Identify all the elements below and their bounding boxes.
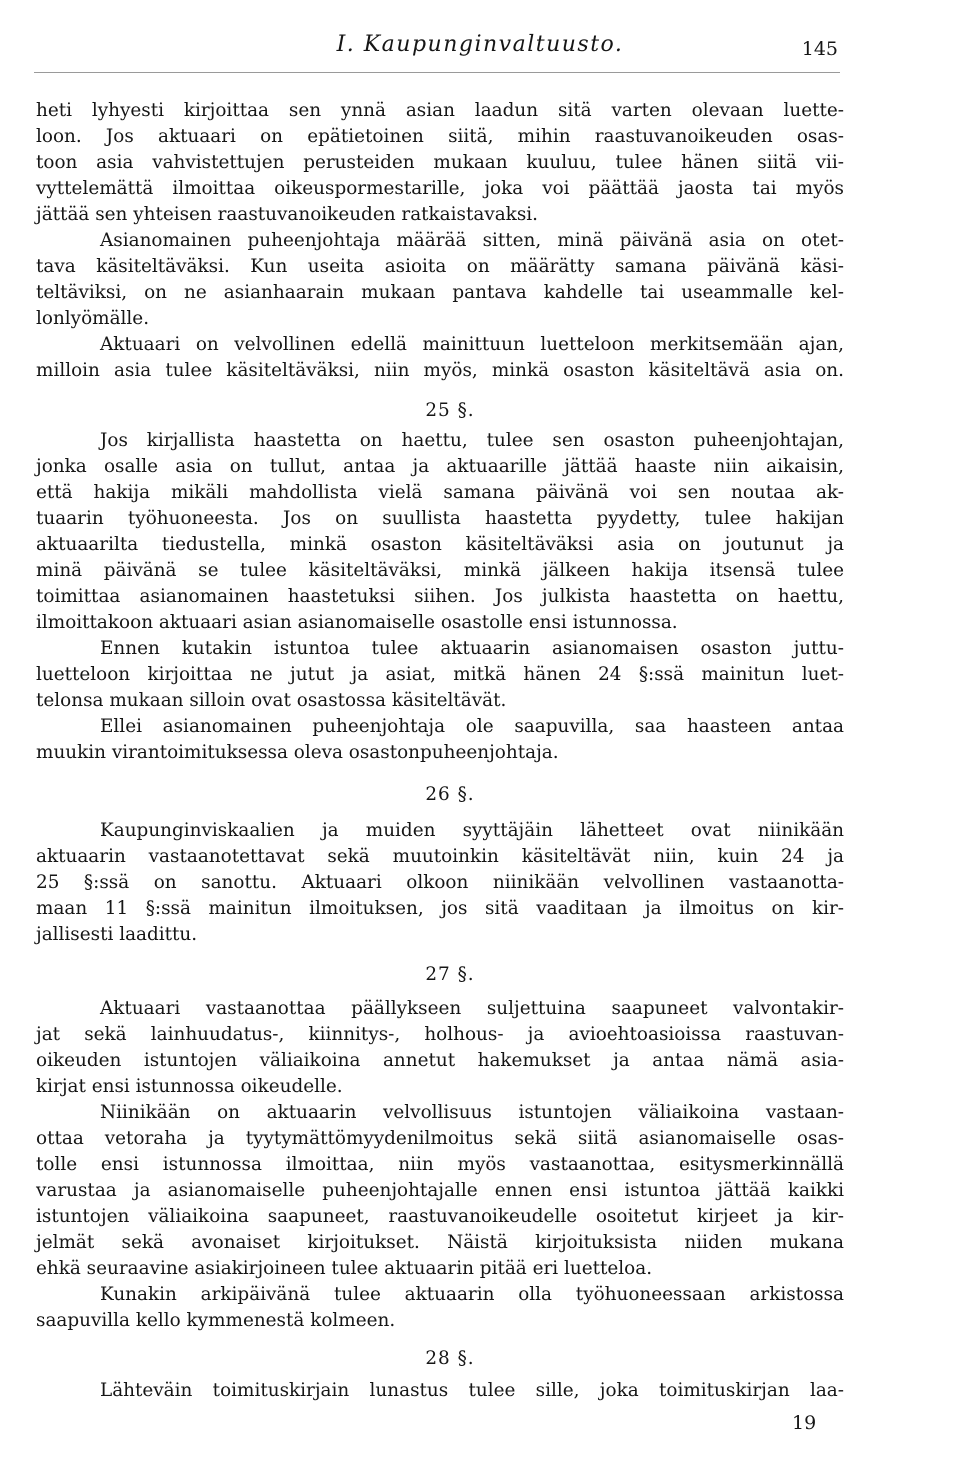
text-line: tuaarin työhuoneesta. Jos on suullista haastetta pyydetty, tulee hakijan [36, 508, 844, 529]
signature-mark: 19 [792, 1412, 817, 1434]
text-line: ilmoittakoon aktuaari asian asianomaiselle osastolle ensi istunnossa. [36, 612, 678, 633]
text-line: Aktuaari vastaanottaa päällykseen suljettuina saapuneet valvontakir- [100, 998, 844, 1019]
text-line: vyttelemättä ilmoittaa oikeuspormestarille, joka voi päättää jaosta tai myös [36, 178, 844, 199]
text-line: Kaupunginviskaalien ja muiden syyttäjäin lähetteet ovat niinikään [100, 820, 844, 841]
text-line: että hakija mikäli mahdollista vielä samana päivänä voi sen noutaa ak- [36, 482, 844, 503]
text-line: maan 11 §:ssä mainitun ilmoituksen, jos sitä vaaditaan ja ilmoitus on kir- [36, 898, 844, 919]
text-line: Aktuaari on velvollinen edellä mainittuun luetteloon merkitsemään ajan, [100, 334, 844, 355]
text-line: Jos kirjallista haastetta on haettu, tulee sen osaston puheenjohtajan, [100, 430, 844, 451]
text-line: minä päivänä se tulee käsiteltäväksi, minkä jälkeen hakija itsensä tulee [36, 560, 844, 581]
text-line: Lähteväin toimituskirjain lunastus tulee sille, joka toimituskirjan laa- [100, 1380, 844, 1401]
text-line: saapuvilla kello kymmenestä kolmeen. [36, 1310, 396, 1331]
text-line: telonsa mukaan silloin ovat osastossa käsiteltävät. [36, 690, 507, 711]
text-line: tava käsiteltäväksi. Kun useita asioita on määrätty samana päivänä käsi- [36, 256, 844, 277]
text-line: Asianomainen puheenjohtaja määrää sitten, minä päivänä asia on otet- [100, 230, 844, 251]
text-line: toon asia vahvistettujen perusteiden mukaan kuuluu, tulee hänen siitä vii- [36, 152, 844, 173]
text-line: ottaa vetoraha ja tyytymättömyydenilmoitus sekä siitä asianomaiselle osas- [36, 1128, 844, 1149]
running-header-title: I. Kaupunginvaltuusto. [336, 32, 624, 57]
text-line: Kunakin arkipäivänä tulee aktuaarin olla työhuoneessaan arkistossa [100, 1284, 844, 1305]
text-line: milloin asia tulee käsiteltäväksi, niin myös, minkä osaston käsiteltävä asia on. [36, 360, 844, 381]
section-heading: 26 §. [425, 784, 475, 805]
text-line: Ellei asianomainen puheenjohtaja ole saapuvilla, saa haasteen antaa [100, 716, 844, 737]
text-line: varustaa ja asianomaiselle puheenjohtajalle ennen ensi istuntoa jättää kaikki [36, 1180, 844, 1201]
text-line: Niinikään on aktuaarin velvollisuus istuntojen väliaikoina vastaan- [100, 1102, 844, 1123]
section-heading: 28 §. [425, 1348, 475, 1369]
page-number: 145 [801, 38, 838, 60]
header-rule [34, 72, 840, 73]
text-line: jat sekä lainhuudatus-, kiinnitys-, holhous- ja avioehtoasioissa raastuvan- [36, 1024, 844, 1045]
text-line: jonka osalle asia on tullut, antaa ja aktuaarille jättää haaste niin aikaisin, [36, 456, 844, 477]
text-line: lonlyömälle. [36, 308, 150, 329]
text-line: kirjat ensi istunnossa oikeudelle. [36, 1076, 343, 1097]
text-line: muukin virantoimituksessa oleva osastonpuheenjohtaja. [36, 742, 559, 763]
text-line: luetteloon kirjoittaa ne jutut ja asiat, mitkä hänen 24 §:ssä mainitun luet- [36, 664, 844, 685]
text-line: aktuaarilta tiedustella, minkä osaston käsiteltäväksi asia on joutunut ja [36, 534, 844, 555]
text-line: oikeuden istuntojen väliaikoina annetut hakemukset ja antaa nämä asia- [36, 1050, 844, 1071]
text-line: 25 §:ssä on sanottu. Aktuaari olkoon niinikään velvollinen vastaanotta- [36, 872, 844, 893]
section-heading: 25 §. [425, 400, 475, 421]
text-line: jelmät sekä avonaiset kirjoitukset. Näistä kirjoituksista niiden mukana [36, 1232, 844, 1253]
text-line: istuntojen väliaikoina saapuneet, raastuvanoikeudelle osoitetut kirjeet ja kir- [36, 1206, 844, 1227]
text-line: toimittaa asianomainen haastetuksi siihen. Jos julkista haastetta on haettu, [36, 586, 844, 607]
text-line: tolle ensi istunnossa ilmoittaa, niin myös vastaanottaa, esitysmerkinnällä [36, 1154, 844, 1175]
section-heading: 27 §. [425, 964, 475, 985]
text-line: teltäviksi, on ne asianhaarain mukaan pantava kahdelle tai useammalle kel- [36, 282, 844, 303]
text-line: Ennen kutakin istuntoa tulee aktuaarin asianomaisen osaston juttu- [100, 638, 844, 659]
text-line: ehkä seuraavine asiakirjoineen tulee aktuaarin pitää eri luetteloa. [36, 1258, 653, 1279]
text-line: jättää sen yhteisen raastuvanoikeuden ratkaistavaksi. [36, 204, 538, 225]
text-line: aktuaarin vastaanotettavat sekä muutoinkin käsiteltävät niin, kuin 24 ja [36, 846, 844, 867]
text-line: jallisesti laadittu. [36, 924, 198, 945]
text-line: heti lyhyesti kirjoittaa sen ynnä asian laadun sitä varten olevaan luette- [36, 100, 844, 121]
text-line: loon. Jos aktuaari on epätietoinen siitä, mihin raastuvanoikeuden osas- [36, 126, 844, 147]
